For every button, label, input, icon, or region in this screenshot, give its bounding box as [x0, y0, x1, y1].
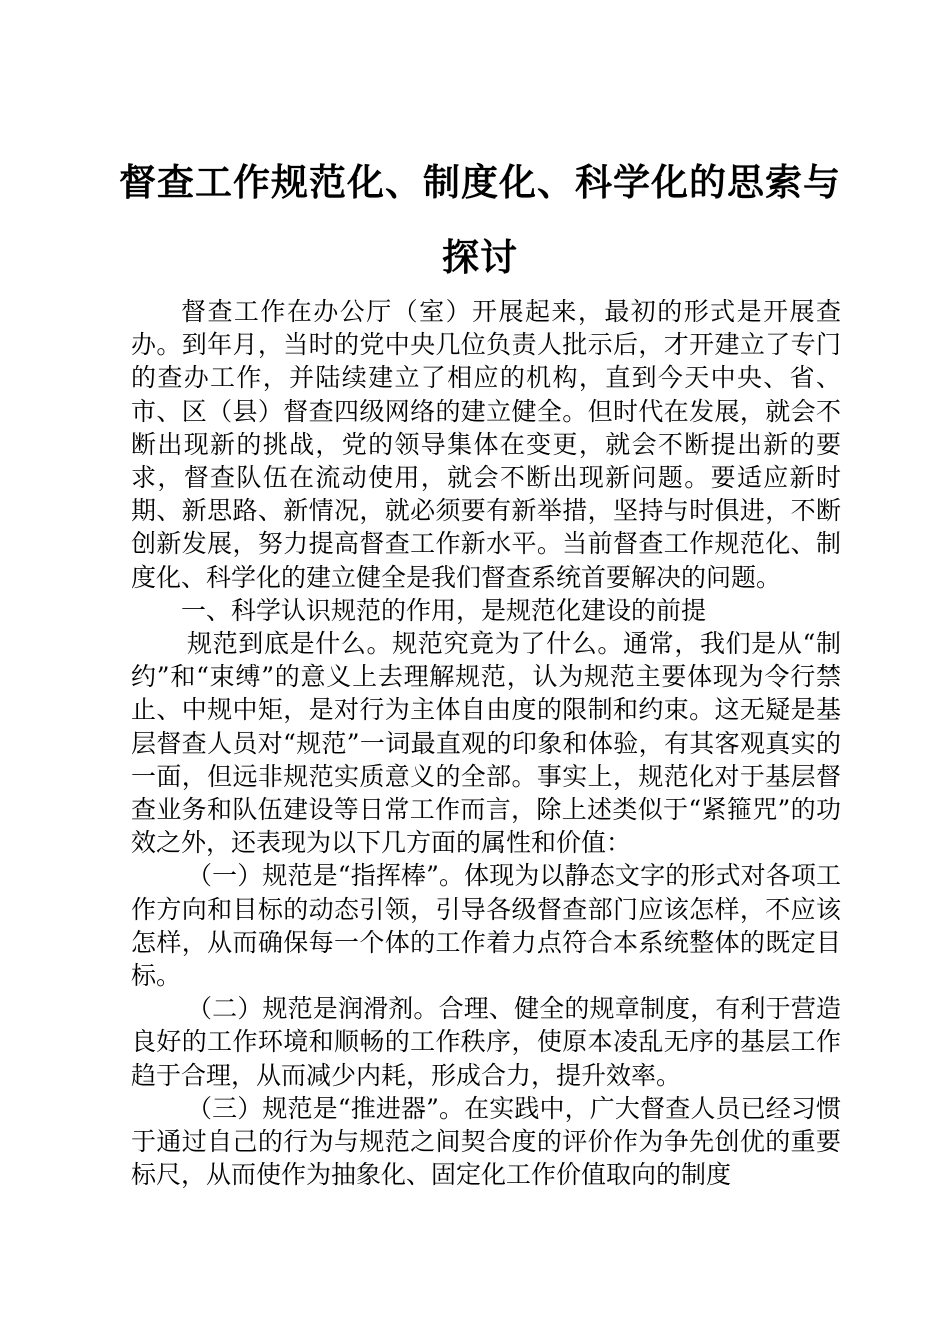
- paragraph-intro: 督查工作在办公厅（室）开展起来，最初的形式是开展查办。到年月，当时的党中央几位负责人批示后，才开建立了专门的查办工作，并陆续建立了相应的机构，直到今天中央、省、市、区（县）督查四级网络的建立健全。但时代在发展，就会不断出现新的挑战，党的领导集体在变更，就会不断提出新的要求，督查队伍在流动使用，就会不断出现新问题。要适应新时期、新思路、新情况，就必须要有新举措，坚持与时俱进，不断创新发展，努力提高督查工作新水平。当前督查工作规范化、制度化、科学化的建立健全是我们督查系统首要解决的问题。: [131, 297, 841, 592]
- section-heading-1: 一、科学认识规范的作用，是规范化建设的前提: [181, 595, 707, 625]
- paragraph-point-2: （二）规范是润滑剂。合理、健全的规章制度，有利于营造良好的工作环境和顺畅的工作秩序，使原本凌乱无序的基层工作趋于合理，从而减少内耗，形成合力，提升效率。: [131, 994, 841, 1090]
- paragraph-point-1: （一）规范是“指挥棒”。体现为以静态文字的形式对各项工作方向和目标的动态引领，引导各级督查部门应该怎样，不应该怎样，从而确保每一个体的工作着力点符合本系统整体的既定目标。: [131, 861, 841, 991]
- paragraph-point-3: （三）规范是“推进器”。在实践中，广大督查人员已经习惯于通过自己的行为与规范之间契合度的评价作为争先创优的重要标尺，从而使作为抽象化、固定化工作价值取向的制度: [131, 1093, 841, 1190]
- document-title: 督查工作规范化、制度化、科学化的思索与探讨: [119, 160, 841, 279]
- document-body: [131, 295, 841, 1191]
- paragraph-norm-definition: 规范到底是什么。规范究竟为了什么。通常，我们是从“制约”和“束缚”的意义上去理解规范，认为规范主要体现为令行禁止、中规中矩，是对行为主体自由度的限制和约束。这无疑是基层督查人员对“规范”一词最直观的印象和体验，有其客观真实的一面，但远非规范实质意义的全部。事实上，规范化对于基层督查业务和队伍建设等日常工作而言，除上述类似于“紧箍咒”的功效之外，还表现为以下几方面的属性和价值：: [131, 629, 841, 858]
